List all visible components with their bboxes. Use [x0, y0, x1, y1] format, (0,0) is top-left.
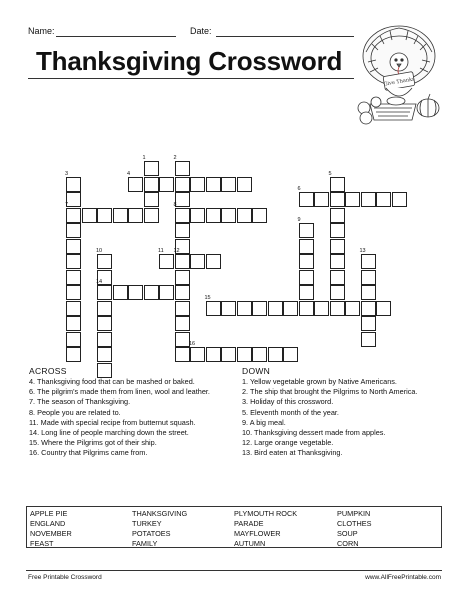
crossword-cell[interactable]: [376, 192, 391, 207]
clue-number: 16: [189, 341, 196, 347]
crossword-cell[interactable]: [144, 177, 159, 192]
crossword-cell[interactable]: [252, 347, 267, 362]
crossword-cell[interactable]: [330, 239, 345, 254]
crossword-cell[interactable]: [392, 192, 407, 207]
crossword-cell[interactable]: [283, 347, 298, 362]
crossword-cell[interactable]: [361, 285, 376, 300]
footer-left-text: Free Printable Crossword: [28, 574, 102, 581]
word-bank-item: POTATOES: [132, 529, 171, 538]
clue-number: 13: [359, 248, 366, 254]
crossword-cell[interactable]: [66, 192, 81, 207]
crossword-cell[interactable]: [175, 208, 190, 223]
crossword-cell[interactable]: [66, 223, 81, 238]
crossword-cell[interactable]: [190, 208, 205, 223]
down-clue: 3. Holiday of this crossword.: [242, 397, 334, 407]
crossword-cell[interactable]: [252, 208, 267, 223]
crossword-cell[interactable]: [361, 270, 376, 285]
crossword-cell[interactable]: [314, 192, 329, 207]
crossword-cell[interactable]: [330, 223, 345, 238]
crossword-cell[interactable]: [66, 301, 81, 316]
word-bank-item: MAYFLOWER: [234, 529, 281, 538]
crossword-cell[interactable]: [221, 177, 236, 192]
footer-rule: [26, 570, 442, 571]
across-clue: 8. People you are related to.: [29, 407, 121, 417]
word-bank-item: THANKSGIVING: [132, 509, 188, 518]
crossword-cell[interactable]: [97, 347, 112, 362]
across-clue-list: [29, 377, 239, 459]
name-label: Name:: [28, 26, 55, 36]
down-clue: 2. The ship that brought the Pilgrims to North America.: [242, 387, 418, 397]
clue-number: 3: [65, 170, 69, 177]
crossword-cell[interactable]: [97, 316, 112, 331]
crossword-cell[interactable]: [314, 301, 329, 316]
word-bank-item: ENGLAND: [30, 519, 66, 528]
crossword-cell[interactable]: [175, 223, 190, 238]
word-bank-column: [337, 509, 371, 549]
clue-number: 7: [65, 201, 69, 208]
clue-number: 5: [328, 170, 332, 177]
clue-number: 10: [96, 248, 103, 254]
across-clue: 4. Thanksgiving food that can be mashed or baked.: [29, 377, 195, 386]
crossword-cell[interactable]: [128, 285, 143, 300]
crossword-cell[interactable]: [66, 347, 81, 362]
crossword-cell[interactable]: [66, 270, 81, 285]
clue-number: 11: [158, 248, 164, 254]
crossword-cell[interactable]: [206, 347, 221, 362]
crossword-cell[interactable]: [330, 208, 345, 223]
word-bank-item: PARADE: [234, 519, 264, 528]
crossword-cell[interactable]: [159, 254, 174, 269]
crossword-cell[interactable]: [66, 208, 81, 223]
crossword-cell[interactable]: [268, 301, 283, 316]
word-bank-item: CORN: [337, 539, 359, 548]
crossword-cell[interactable]: [144, 161, 159, 176]
down-clue: 13. Bird eaten at Thanksgiving.: [242, 448, 343, 458]
word-bank-column: [234, 509, 297, 549]
crossword-cell[interactable]: [221, 347, 236, 362]
down-clue: 1. Yellow vegetable grown by Native Americans.: [242, 377, 397, 386]
crossword-cell[interactable]: [159, 177, 174, 192]
crossword-cell[interactable]: [361, 254, 376, 269]
clue-number: 14: [96, 279, 103, 285]
down-clue: 9. A big meal.: [242, 417, 286, 427]
across-clue: 14. Long line of people marching down the street.: [29, 428, 189, 438]
crossword-cell[interactable]: [361, 301, 376, 316]
crossword-cell[interactable]: [330, 177, 345, 192]
crossword-cell[interactable]: [175, 177, 190, 192]
crossword-cell[interactable]: [113, 285, 128, 300]
down-clue: 12. Large orange vegetable.: [242, 438, 334, 448]
across-heading: ACROSS: [29, 366, 67, 376]
crossword-cell[interactable]: [237, 347, 252, 362]
crossword-cell[interactable]: [97, 285, 112, 300]
crossword-cell[interactable]: [66, 177, 81, 192]
clue-number: 4: [127, 170, 131, 177]
crossword-cell[interactable]: [175, 285, 190, 300]
crossword-cell[interactable]: [299, 254, 314, 269]
crossword-cell[interactable]: [175, 192, 190, 207]
crossword-cell[interactable]: [97, 332, 112, 347]
word-bank-item: TURKEY: [132, 519, 162, 528]
crossword-cell[interactable]: [299, 285, 314, 300]
crossword-cell[interactable]: [330, 285, 345, 300]
crossword-cell[interactable]: [330, 301, 345, 316]
page-title: Thanksgiving Crossword: [36, 46, 343, 76]
footer-right-text: www.AllFreePrintable.com: [365, 574, 441, 581]
word-bank-item: PLYMOUTH ROCK: [234, 509, 298, 518]
down-heading: DOWN: [242, 366, 271, 376]
word-bank-item: SOUP: [337, 529, 358, 538]
crossword-cell[interactable]: [128, 208, 143, 223]
clue-number: 8: [173, 201, 177, 208]
crossword-cell[interactable]: [128, 177, 143, 192]
crossword-cell[interactable]: [97, 254, 112, 269]
crossword-cell[interactable]: [175, 347, 190, 362]
crossword-cell[interactable]: [113, 208, 128, 223]
crossword-cell[interactable]: [206, 177, 221, 192]
crossword-cell[interactable]: [268, 347, 283, 362]
crossword-cell[interactable]: [190, 254, 205, 269]
crossword-cell[interactable]: [330, 270, 345, 285]
crossword-cell[interactable]: [299, 239, 314, 254]
crossword-cell[interactable]: [82, 208, 97, 223]
across-clue: 7. The season of Thanksgiving.: [29, 397, 131, 407]
clue-number: 1: [142, 155, 146, 161]
across-clue: 6. The pilgrim's made them from linen, wool and leather.: [29, 387, 210, 397]
word-bank-item: AUTUMN: [234, 539, 266, 548]
crossword-cell[interactable]: [175, 301, 190, 316]
crossword-cell[interactable]: [66, 239, 81, 254]
word-bank-item: PUMPKIN: [337, 509, 371, 518]
crossword-cell[interactable]: [97, 301, 112, 316]
crossword-cell[interactable]: [361, 316, 376, 331]
word-bank: [26, 506, 442, 548]
crossword-cell[interactable]: [376, 301, 391, 316]
crossword-cell[interactable]: [97, 208, 112, 223]
word-bank-column: [132, 509, 187, 549]
crossword-cell[interactable]: [159, 285, 174, 300]
across-clue: 16. Country that Pilgrims came from.: [29, 448, 148, 458]
crossword-cell[interactable]: [175, 161, 190, 176]
clue-number: 2: [173, 155, 177, 161]
crossword-cell[interactable]: [66, 285, 81, 300]
crossword-cell[interactable]: [237, 301, 252, 316]
word-bank-item: FEAST: [30, 539, 54, 548]
crossword-cell[interactable]: [175, 254, 190, 269]
crossword-cell[interactable]: [330, 254, 345, 269]
crossword-cell[interactable]: [283, 301, 298, 316]
crossword-cell[interactable]: [221, 301, 236, 316]
clue-number: 15: [204, 294, 211, 301]
crossword-cell[interactable]: [252, 301, 267, 316]
crossword-cell[interactable]: [144, 192, 159, 207]
crossword-cell[interactable]: [175, 270, 190, 285]
crossword-cell[interactable]: [237, 208, 252, 223]
crossword-cell[interactable]: [299, 301, 314, 316]
crossword-cell[interactable]: [361, 332, 376, 347]
crossword-cell[interactable]: [237, 177, 252, 192]
crossword-cell[interactable]: [190, 177, 205, 192]
crossword-cell[interactable]: [144, 285, 159, 300]
crossword-cell[interactable]: [221, 208, 236, 223]
crossword-cell[interactable]: [361, 192, 376, 207]
clue-number: 9: [297, 217, 301, 223]
down-clue: 10. Thanksgiving dessert made from apples.: [242, 428, 386, 438]
word-bank-item: CLOTHES: [337, 519, 372, 528]
sign-text: Give Thanks: [383, 76, 416, 88]
word-bank-column: [30, 509, 72, 549]
clue-number: 6: [297, 186, 301, 192]
crossword-cell[interactable]: [206, 301, 221, 316]
crossword-cell[interactable]: [66, 254, 81, 269]
word-bank-item: APPLE PIE: [30, 509, 68, 518]
across-clue: 11. Made with special recipe from butternut squash.: [29, 417, 196, 427]
crossword-cell[interactable]: [206, 208, 221, 223]
date-label: Date:: [190, 26, 212, 36]
crossword-cell[interactable]: [190, 347, 205, 362]
crossword-cell[interactable]: [66, 332, 81, 347]
word-bank-item: NOVEMBER: [30, 529, 72, 538]
crossword-cell[interactable]: [206, 254, 221, 269]
clue-number: 12: [173, 248, 180, 254]
across-clue: 15. Where the Pilgrims got of their ship.: [29, 438, 157, 448]
crossword-cell[interactable]: [144, 208, 159, 223]
down-clue-list: [242, 377, 452, 459]
crossword-cell[interactable]: [299, 270, 314, 285]
crossword-cell[interactable]: [345, 301, 360, 316]
crossword-cell[interactable]: [299, 192, 314, 207]
crossword-cell[interactable]: [66, 316, 81, 331]
down-clue: 5. Eleventh month of the year.: [242, 407, 339, 417]
crossword-cell[interactable]: [97, 363, 112, 378]
crossword-cell[interactable]: [175, 332, 190, 347]
crossword-cell[interactable]: [299, 223, 314, 238]
word-bank-item: FAMILY: [132, 539, 158, 548]
crossword-cell[interactable]: [175, 316, 190, 331]
crossword-cell[interactable]: [345, 192, 360, 207]
crossword-cell[interactable]: [330, 192, 345, 207]
